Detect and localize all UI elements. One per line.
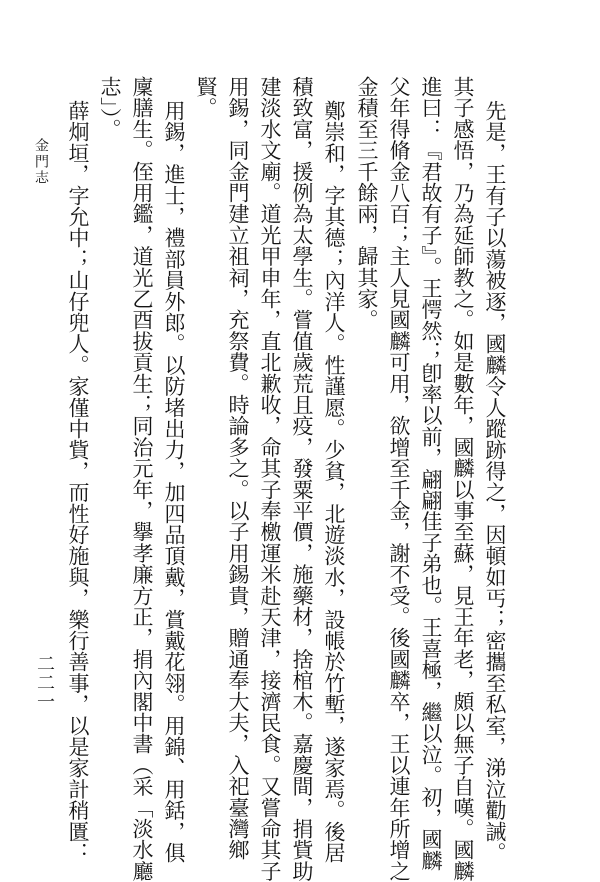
text-column-14: 薛炯垣，字允中；山仔兜人。家僅中貲，而性好施與，樂行善事，以是家計稍匱：: [66, 100, 90, 864]
text-column-7: 積致富，援例為太學生。嘗值歲荒且疫，發粟平價，施藥材，捨棺木。嘉慶間，捐貲助: [290, 76, 314, 882]
text-column-13: 志」）。: [98, 76, 122, 140]
text-column-11: 用錫，進士，禮部員外郎。以防堵出力，加四品頂戴，賞戴花翎。用錦、用銛，俱: [162, 100, 186, 864]
running-title: 金門志: [33, 138, 49, 186]
text-column-4: 父年得脩金八百；主人見國麟可用，欲增至千金，謝不受。後國麟卒，王以連年所增之: [387, 76, 411, 882]
text-column-1: 先是，王有子以蕩被逐，國麟令人蹤跡得之，因頓如丐；密攜至私室，涕泣勸誡。: [483, 100, 507, 864]
text-column-2: 其子感悟，乃為延師教之。如是數年，國麟以事至蘇，見王年老，頗以無子自嘆。國麟: [451, 76, 475, 882]
text-column-12: 廩膳生。侄用鑑，道光乙酉拔貢生；同治元年，擧孝廉方正，捐內閣中書（采「淡水廳: [130, 76, 154, 882]
text-column-5: 金積至三千餘兩，歸其家。: [355, 76, 379, 331]
text-column-6: 鄭崇和，字其德；內洋人。性謹愿。少貧，北遊淡水，設帳於竹塹，遂家焉。後居: [322, 100, 346, 864]
text-column-3: 進曰：『君故有子』。王愕然；卽率以前，翩翩佳子弟也。王喜極，繼以泣。初，國麟: [419, 76, 443, 872]
text-column-9: 用錫，同金門建立祖祠，充祭費。時論多之。以子用錫貴，贈通奉大夫，入祀臺灣鄉: [226, 76, 250, 861]
page-number: 二二一: [34, 654, 55, 711]
text-column-8: 建淡水文廟。道光甲申年，直北歉收，命其子奉檄運米赴天津，接濟民食。又嘗命其子: [258, 76, 282, 882]
text-column-10: 賢。: [194, 76, 218, 119]
